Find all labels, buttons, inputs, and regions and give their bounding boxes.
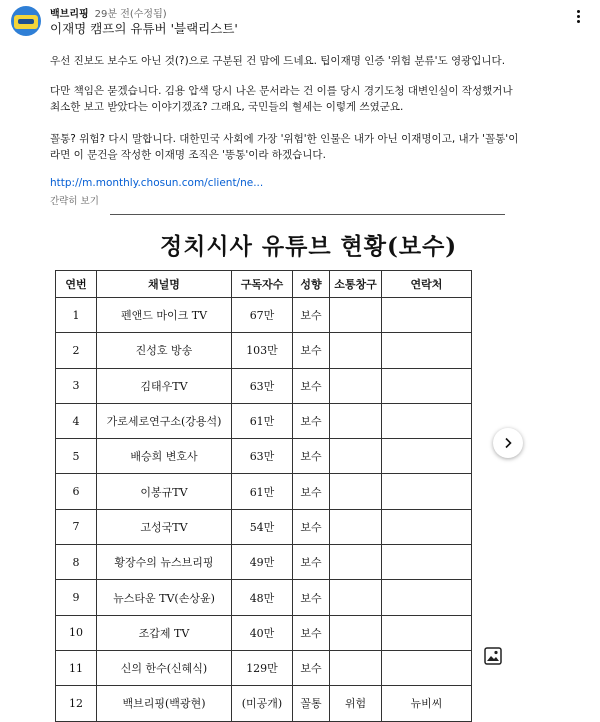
table-cell: 10 [56, 615, 97, 650]
table-cell: 9 [56, 580, 97, 615]
table-cell [330, 368, 382, 403]
table-cell: 6 [56, 474, 97, 509]
table-cell: 보수 [293, 650, 330, 685]
table-cell [330, 298, 382, 333]
table-cell [330, 615, 382, 650]
post-header [50, 5, 167, 20]
table-cell [330, 580, 382, 615]
table-cell: 67만 [232, 298, 293, 333]
table-cell: 4 [56, 403, 97, 438]
table-cell: 40만 [232, 615, 293, 650]
table-cell: 48만 [232, 580, 293, 615]
table-cell: 61만 [232, 474, 293, 509]
table-cell [382, 615, 472, 650]
table-cell: 배승희 변호사 [97, 439, 232, 474]
post-paragraph [50, 53, 505, 69]
document-title: 정치시사 유튜브 현황(보수) [160, 233, 458, 260]
table-cell [330, 474, 382, 509]
youtuber-table [55, 270, 472, 722]
table-cell: 보수 [293, 580, 330, 615]
table-row [56, 509, 472, 544]
table-cell: 꼴통 [293, 686, 330, 721]
header-cell: 소통창구 [330, 271, 382, 298]
table-cell: 1 [56, 298, 97, 333]
table-cell: 보수 [293, 545, 330, 580]
table-cell [382, 403, 472, 438]
table-cell: 보수 [293, 439, 330, 474]
table-cell: 8 [56, 545, 97, 580]
table-cell [330, 545, 382, 580]
header-cell: 채널명 [97, 271, 232, 298]
table-cell [330, 650, 382, 685]
table-cell: 보수 [293, 333, 330, 368]
image-icon[interactable] [484, 647, 502, 665]
table-row [56, 686, 472, 721]
table-cell [330, 403, 382, 438]
header-cell: 성향 [293, 271, 330, 298]
table-cell [382, 509, 472, 544]
table-row [56, 580, 472, 615]
table-cell: 63만 [232, 439, 293, 474]
table-cell: 63만 [232, 368, 293, 403]
table-cell: 신의 한수(신혜식) [97, 650, 232, 685]
table-cell: 보수 [293, 298, 330, 333]
post-title: 이재명 캠프의 유튜버 '블랙리스트' [50, 21, 238, 36]
table-cell: 61만 [232, 403, 293, 438]
table-cell: 뉴스타운 TV(손상윤) [97, 580, 232, 615]
table-cell: 49만 [232, 545, 293, 580]
table-cell: 이봉규TV [97, 474, 232, 509]
table-cell: 가로세로연구소(강용석) [97, 403, 232, 438]
table-cell [382, 333, 472, 368]
table-row [56, 474, 472, 509]
table-cell: 5 [56, 439, 97, 474]
post-paragraph [50, 83, 513, 115]
table-cell: 김태우TV [97, 368, 232, 403]
header-cell: 구독자수 [232, 271, 293, 298]
more-vert-icon[interactable] [570, 8, 586, 28]
table-cell [382, 545, 472, 580]
post-line: 최소한 보고 받았다는 이야기겠죠? 그래요, 국민들의 혈세는 이렇게 쓰였군요. [50, 101, 404, 113]
post-line: 다만 책임은 묻겠습니다. 김용 압색 당시 나온 문서라는 건 이를 당시 경기도청 대변인실이 작성했거나 [50, 85, 513, 97]
table-cell: 54만 [232, 509, 293, 544]
table-cell: 진성호 방송 [97, 333, 232, 368]
table-row [56, 368, 472, 403]
table-cell: 위험 [330, 686, 382, 721]
table-cell: 보수 [293, 474, 330, 509]
table-cell: 보수 [293, 403, 330, 438]
table-cell [382, 298, 472, 333]
table-cell [382, 368, 472, 403]
post-line: 라면 이 문건을 작성한 이재명 조직은 '똥통'이라 하겠습니다. [50, 149, 326, 161]
chevron-right-icon [502, 437, 514, 449]
table-row [56, 298, 472, 333]
table-cell: 보수 [293, 615, 330, 650]
table-row [56, 333, 472, 368]
header-cell: 연번 [56, 271, 97, 298]
table-header-row [56, 271, 472, 298]
table-row [56, 403, 472, 438]
table-cell: 2 [56, 333, 97, 368]
table-cell: 129만 [232, 650, 293, 685]
table-cell [330, 439, 382, 474]
next-image-button[interactable] [493, 428, 523, 458]
table-row [56, 545, 472, 580]
post-line: 우선 진보도 보수도 아닌 것(?)으로 구분된 건 맘에 드네요. 팁이재명 인증 '위험 분류'도 영광입니다. [50, 55, 506, 67]
post-line: 꼴통? 위험? 다시 말합니다. 대한민국 사회에 가장 '위험'한 인물은 내가 아닌 이재명이고, 내가 '꼴통'이 [50, 133, 519, 145]
table-cell [382, 439, 472, 474]
table-row [56, 615, 472, 650]
table-row [56, 650, 472, 685]
table-row [56, 439, 472, 474]
table-cell [382, 474, 472, 509]
table-cell [330, 333, 382, 368]
table-cell: (미공개) [232, 686, 293, 721]
table-cell: 황장수의 뉴스브리핑 [97, 545, 232, 580]
table-cell: 보수 [293, 368, 330, 403]
table-cell [382, 650, 472, 685]
table-cell: 백브리핑(백광현) [97, 686, 232, 721]
show-less-button[interactable]: 간략히 보기 [50, 196, 99, 207]
table-cell: 뉴비씨 [382, 686, 472, 721]
document-rule [110, 214, 505, 215]
post-time[interactable]: 29분 전(수정됨) [94, 9, 167, 20]
table-cell: 펜앤드 마이크 TV [97, 298, 232, 333]
document-image[interactable] [50, 208, 510, 711]
table-cell: 12 [56, 686, 97, 721]
channel-name[interactable]: 백브리핑 [50, 9, 89, 20]
table-cell: 보수 [293, 509, 330, 544]
table-cell: 3 [56, 368, 97, 403]
table-cell: 11 [56, 650, 97, 685]
table-cell [382, 580, 472, 615]
table-cell: 조갑제 TV [97, 615, 232, 650]
article-link[interactable]: http://m.monthly.chosun.com/client/ne... [50, 177, 264, 189]
table-cell [330, 509, 382, 544]
header-cell: 연락처 [382, 271, 472, 298]
channel-avatar[interactable] [11, 6, 41, 36]
table-cell: 7 [56, 509, 97, 544]
post-paragraph [50, 131, 518, 163]
table-cell: 103만 [232, 333, 293, 368]
table-cell: 고성국TV [97, 509, 232, 544]
